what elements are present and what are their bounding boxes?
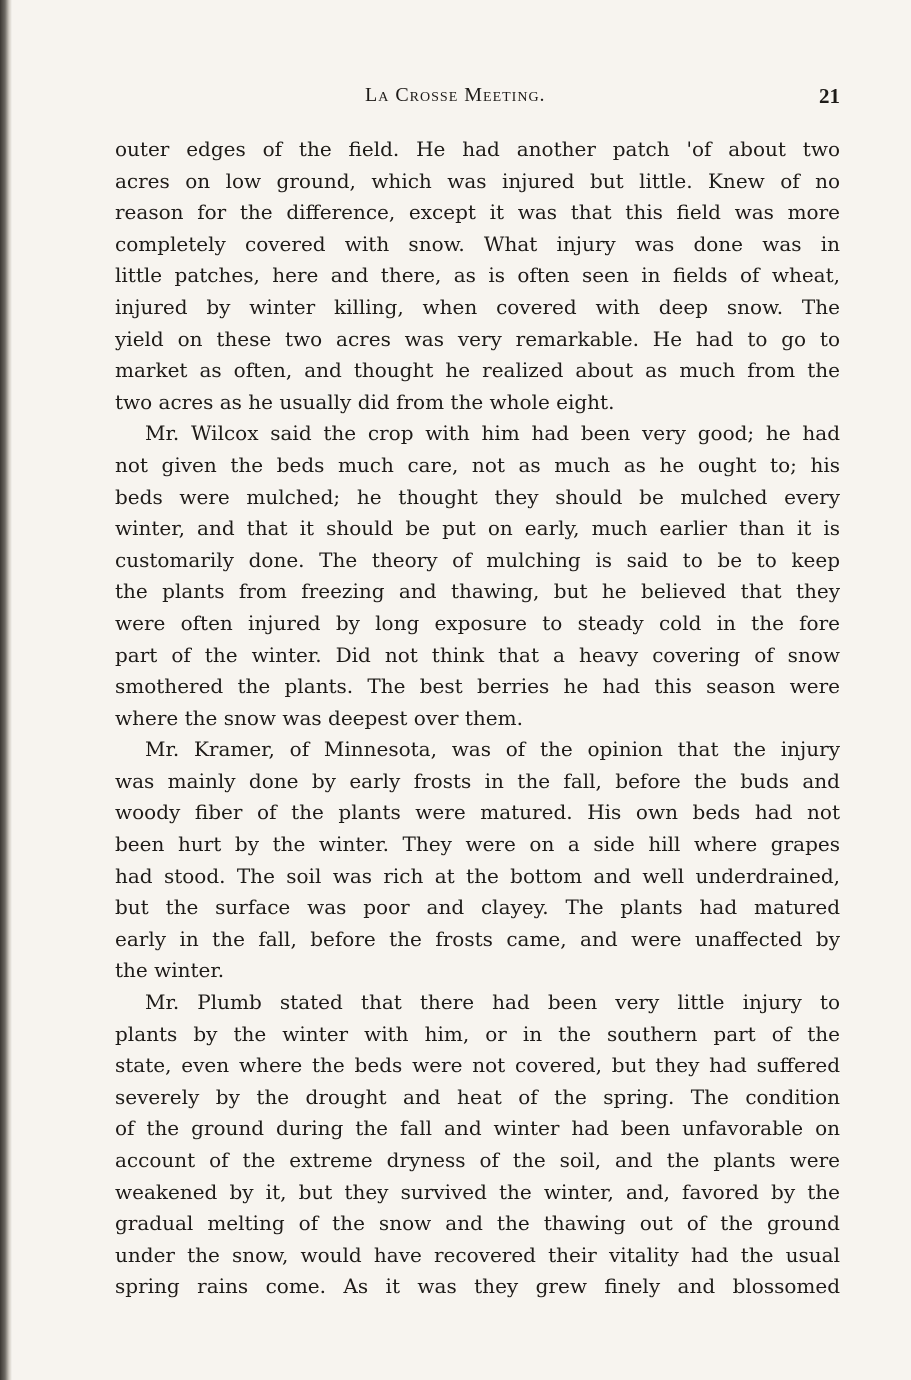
page-number: 21 — [819, 84, 840, 108]
text-line: Mr. Wilcox said the crop with him had been very good; he had — [145, 421, 840, 446]
text-line: but the surface was poor and clayey. The plants had matured — [115, 895, 840, 920]
text-line: two acres as he usually did from the whole eight. — [115, 389, 615, 414]
text-line: been hurt by the winter. They were on a side hill where grapes — [115, 832, 840, 857]
text-line: weakened by it, but they survived the winter, and, favored by the — [115, 1179, 840, 1204]
text-line: spring rains come. As it was they grew finely and blossomed — [115, 1274, 840, 1299]
text-line: injured by winter killing, when covered with deep snow. The — [115, 294, 840, 319]
text-line: not given the beds much care, not as much as he ought to; his — [115, 452, 840, 477]
text-line: little patches, here and there, as is often seen in fields of wheat, — [115, 263, 840, 288]
text-line: were often injured by long exposure to steady cold in the fore — [115, 610, 840, 635]
text-line: state, even where the beds were not covered, but they had suffered — [115, 1053, 840, 1078]
text-line: winter, and that it should be put on early, much earlier than it is — [115, 516, 840, 541]
book-spine-shadow — [0, 0, 12, 1380]
text-line: acres on low ground, which was injured but little. Knew of no — [115, 168, 840, 193]
text-line: account of the extreme dryness of the soil, and the plants were — [115, 1148, 840, 1172]
text-line: under the snow, would have recovered their vitality had the usual — [115, 1242, 840, 1267]
text-line: gradual melting of the snow and the thawing out of the ground — [115, 1211, 840, 1236]
text-line: severely by the drought and heat of the spring. The condition — [115, 1084, 840, 1109]
running-header-title: La Crosse Meeting. — [365, 84, 546, 106]
text-line: woody fiber of the plants were matured. His own beds had not — [115, 800, 840, 825]
text-line: Mr. Kramer, of Minnesota, was of the opinion that the injury — [145, 737, 840, 762]
text-line: the plants from freezing and thawing, but he believed that they — [115, 579, 840, 604]
text-line: outer edges of the field. He had another patch 'of about two — [115, 137, 840, 161]
text-line: of the ground during the fall and winter had been unfavorable on — [115, 1116, 840, 1141]
text-line: part of the winter. Did not think that a heavy covering of snow — [115, 642, 840, 667]
text-line: Mr. Plumb stated that there had been very little injury to — [145, 990, 840, 1015]
text-line: customarily done. The theory of mulching is said to be to keep — [115, 547, 840, 572]
text-line: where the snow was deepest over them. — [115, 705, 523, 730]
text-line: smothered the plants. The best berries he had this season were — [115, 674, 840, 699]
text-line: the winter. — [115, 958, 225, 983]
body-text — [115, 134, 840, 1303]
text-line: reason for the difference, except it was that this field was more — [115, 200, 840, 225]
text-line: market as often, and thought he realized about as much from the — [115, 358, 840, 383]
document-page — [115, 84, 840, 1303]
text-line: was mainly done by early frosts in the fall, before the buds and — [115, 768, 840, 793]
text-line: had stood. The soil was rich at the bottom and well underdrained, — [115, 863, 840, 888]
text-line: completely covered with snow. What injury was done was in — [115, 231, 840, 256]
text-line: plants by the winter with him, or in the southern part of the — [115, 1021, 840, 1046]
text-line: yield on these two acres was very remarkable. He had to go to — [115, 326, 840, 351]
text-line: beds were mulched; he thought they should be mulched every — [115, 484, 840, 509]
text-line: early in the fall, before the frosts came, and were unaffected by — [115, 926, 840, 951]
running-header — [115, 84, 840, 116]
